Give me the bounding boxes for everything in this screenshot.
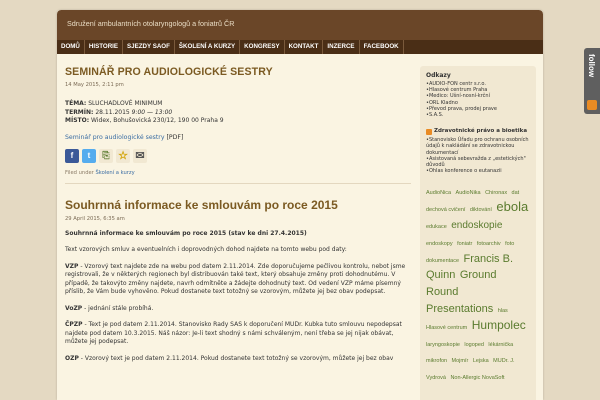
tag-link[interactable]: Mojmír [451,358,469,365]
tag-link[interactable]: Presentations [426,303,494,316]
vzp-label: VZP [65,262,79,270]
post2-ozp [65,355,411,364]
tag-link[interactable]: MUDr. J. Vydrová [426,358,515,382]
misto-value: Widex, Bohušovická 230/12, 190 00 Praha 9 [91,117,224,124]
link-item[interactable]: • Medico: Ušní-nosní-krční [426,93,530,99]
facebook-icon[interactable]: f [65,149,79,163]
link-item[interactable]: • ORL Kladno [426,100,530,106]
filed-prefix: Filed under [65,169,94,176]
nav-inzerce[interactable]: INZERCE [323,40,359,54]
ozp-text: - Vzorový text je pod datem 2.11.2014. Pokud dostanete text totožný se vzorovým, můžete jej bez obav [80,354,394,362]
site-header [57,10,543,40]
post2-title[interactable]: Souhrnná informace ke smlouvám po roce 2015 [65,197,338,212]
nav-kontakt[interactable]: KONTAKT [285,40,324,54]
links-list [426,81,530,118]
post2-vozp [65,305,411,314]
link-item[interactable]: • Hlasové centrum Praha [426,87,530,93]
print-icon[interactable]: ⎘ [99,149,113,163]
rss-icon[interactable] [587,100,597,110]
tema-value: SLUCHADLOVÉ MINIMUM [88,100,163,107]
main-content [65,66,411,363]
email-icon[interactable]: ✉ [133,149,147,163]
nav-sjezdy-saof[interactable]: SJEZDY SAOF [123,40,175,54]
tag-link[interactable]: AudioNica [426,190,452,197]
tag-link[interactable]: Non-Allergic NovaSoft [450,375,505,382]
nav-kongresy[interactable]: KONGRESY [240,40,284,54]
vzp-text: - Vzorový text najdete zde na webu pod datem 2.11.2014. Zde doporučujeme pečlivou kontrolu, nebot jsme registrovali, že v některých regionech byl distribuován také text, který obsahuje změny proti dohodnutému. V případě, že takovýto změny najdete, navrh odmítněte a žádejte dohodnutý text. Od vedení VZP máme písemný příslib, že Vám bude vyhověno. Pokud dostanete text totožný se vzorovým, můžete jej bez obav podepsat. [65,262,406,295]
pdf-link[interactable]: Seminář pro audiologické sestry [65,133,165,141]
tema-label: TÉMA: [65,100,87,107]
tag-link[interactable]: Round [426,286,459,299]
nav-facebook[interactable]: FACEBOOK [360,40,404,54]
tag-link[interactable]: Humpolec [471,317,526,332]
nav-historie[interactable]: HISTORIE [85,40,123,54]
pdf-suffix: [PDF] [166,133,184,141]
post2-cpzp [65,321,411,347]
tag-link[interactable]: endoskopie [451,220,503,232]
links-heading: Odkazy [426,72,451,79]
tag-link[interactable]: dechová cvičení [426,207,466,214]
post2-vzp [65,263,411,297]
bookmark-star-icon[interactable]: ☆ [116,149,130,163]
rss-item[interactable]: • Ohlas konference o eutanazii [426,168,530,174]
termin-time: 9:00 — 13:00 [131,108,173,116]
tag-link[interactable]: dokumentace [426,257,460,264]
tag-link[interactable]: endoskopy [426,240,453,247]
rss-item[interactable]: • Asistovaná sebevražda z „estetických" důvodů [426,156,530,168]
termin-label: TERMÍN: [65,108,94,116]
link-item[interactable]: • S.A.S. [426,112,530,118]
post-title[interactable]: SEMINÁŘ PRO AUDIOLOGICKÉ SESTRY [65,66,273,78]
twitter-icon[interactable]: t [82,149,96,163]
tag-link[interactable]: dat [511,190,520,197]
page [57,10,543,400]
rss-item[interactable]: • Stanovisko Úřadu pro ochranu osobních údajů k nakládání se zdravotnickou dokumentací [426,137,530,156]
rss-heading[interactable]: Zdravotnické právo a bioetika [434,128,528,135]
main-nav [57,40,543,54]
filed-under [65,170,411,176]
tag-link[interactable]: Hlasové centrum [426,324,468,331]
share-icons [65,149,411,163]
pdf-link-row [65,134,411,141]
post2-date: 29 April 2015, 6:35 am [65,215,125,222]
cpzp-text: - Text je pod datem 2.11.2014. Stanovisko Rady SAS k doporučení MUDr. Kubka tuto smlouvu nepodepsat najdete pod datem 10.3.2015. Náš názor: Je-li text shodný s námi schváleným, není třeba se jej nijak obávat, můžete jej podepsat. [65,321,402,345]
post2-lead-text: Souhrnná informace ke smlouvám po roce 2015 (stav ke dni 27.4.2015) [65,229,307,237]
tag-link[interactable]: edukace [426,224,447,231]
rss-icon[interactable] [426,129,432,135]
cpzp-label: ČPZP [65,321,83,328]
tag-link[interactable]: logoped [464,341,484,348]
tag-link[interactable]: ebola [496,199,529,215]
sidebar [420,66,536,400]
link-item[interactable]: • Převod prava, prodej prave [426,106,530,112]
tag-link[interactable]: Chironax [485,190,508,197]
tag-link[interactable]: diktování [469,207,492,214]
tag-link[interactable]: hlas [497,308,508,315]
rss-heading-row [426,128,530,135]
termin-value: 28.11.2015 [95,108,130,116]
rss-list [426,137,530,174]
tag-link[interactable]: Lejska [472,358,489,365]
ozp-label: OZP [65,354,79,362]
vozp-text: - jednání stále probíhá. [84,304,154,312]
tag-link[interactable]: AudioNika [455,190,481,197]
nav-domu[interactable]: DOMŮ [57,40,85,54]
post-details [65,100,411,126]
tag-link[interactable]: Quinn [426,269,456,282]
link-item[interactable]: • AUDIO-FON centr s.r.o. [426,81,530,87]
follow-widget[interactable] [584,48,600,114]
tag-link[interactable]: foniatr [457,240,473,247]
tag-link[interactable]: Francis B. [463,252,513,265]
tag-link[interactable]: fotoarchiv [476,240,501,247]
filed-category-link[interactable]: Školení a kurzy [95,169,135,176]
tag-link[interactable]: lékárnička [488,341,514,348]
tag-cloud [426,182,530,384]
post2-lead [65,230,411,239]
tag-link[interactable]: laryngoskopie [426,341,460,348]
tag-link[interactable]: mikrofon [426,358,448,365]
tag-link[interactable]: foto [505,240,515,247]
vozp-label: VoZP [65,304,83,312]
divider [65,183,411,184]
post-date: 14 May 2015, 2:11 pm [65,82,124,88]
tag-link[interactable]: Ground [459,269,497,282]
site-tagline: Sdružení ambulantních otolaryngologů a foniatrů ČR [67,19,235,28]
misto-label: MÍSTO: [65,117,90,124]
follow-label[interactable]: follow [587,54,596,78]
nav-skoleni-a-kurzy[interactable]: ŠKOLENÍ A KURZY [175,40,240,54]
post2-p1: Text vzorových smluv a eventuelních i doprovodných dohod najdete na tomto webu pod daty: [65,246,347,253]
